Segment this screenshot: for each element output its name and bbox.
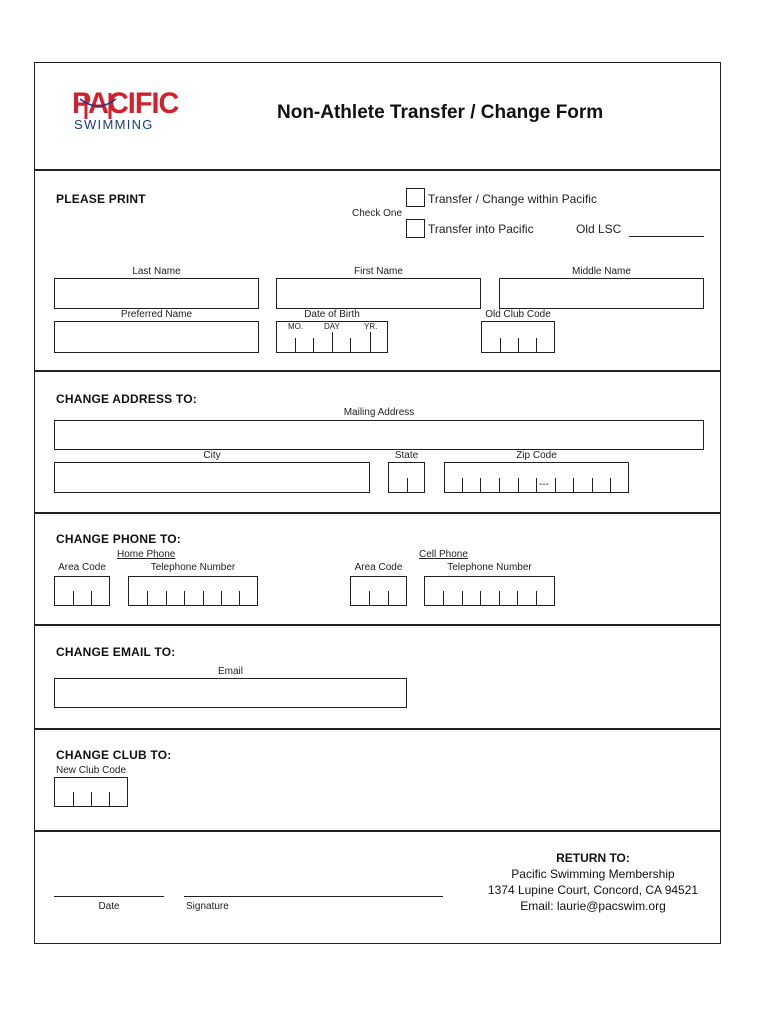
- check-one-label: Check One: [352, 208, 403, 219]
- divider: [34, 512, 721, 514]
- email-field[interactable]: [54, 678, 407, 708]
- transfer-into-checkbox[interactable]: [406, 219, 425, 238]
- dob-yr-label: YR.: [364, 322, 378, 331]
- zip-code-field[interactable]: [444, 462, 629, 493]
- mailing-address-field[interactable]: [54, 420, 704, 450]
- dob-day-label: DAY: [324, 322, 340, 331]
- change-phone-heading: CHANGE PHONE TO:: [56, 532, 181, 546]
- pacific-swimming-logo: [72, 88, 202, 136]
- change-address-heading: CHANGE ADDRESS TO:: [56, 392, 197, 406]
- new-club-code-field[interactable]: [54, 777, 128, 807]
- cell-phone-label: Cell Phone: [419, 549, 468, 560]
- home-phone-label: Home Phone: [117, 549, 176, 560]
- new-club-code-label: New Club Code: [56, 765, 127, 776]
- old-lsc-line[interactable]: [629, 236, 704, 237]
- logo-top-text: PACIFIC: [72, 87, 179, 120]
- first-name-field[interactable]: [276, 278, 481, 309]
- return-address: 1374 Lupine Court, Concord, CA 94521: [487, 883, 699, 897]
- state-field[interactable]: [388, 462, 425, 493]
- cell-area-code-field[interactable]: [350, 576, 407, 606]
- city-field[interactable]: [54, 462, 370, 493]
- dob-field[interactable]: [276, 321, 388, 353]
- return-to-heading: RETURN TO:: [556, 851, 630, 865]
- return-email: Email: laurie@pacswim.org: [520, 899, 666, 913]
- cell-telephone-label: Telephone Number: [447, 562, 532, 573]
- first-name-label: First Name: [354, 266, 403, 277]
- old-club-code-field[interactable]: [481, 321, 555, 353]
- email-label: Email: [217, 666, 243, 677]
- last-name-field[interactable]: [54, 278, 259, 309]
- divider: [34, 370, 721, 372]
- dob-mo-label: MO.: [288, 322, 304, 331]
- change-email-heading: CHANGE EMAIL TO:: [56, 645, 176, 659]
- return-org: Pacific Swimming Membership: [511, 867, 675, 881]
- old-lsc-label: Old LSC: [576, 222, 622, 236]
- preferred-name-field[interactable]: [54, 321, 259, 353]
- signature-line[interactable]: [184, 896, 443, 897]
- change-club-heading: CHANGE CLUB TO:: [56, 748, 172, 762]
- zip-separator: ---: [539, 479, 549, 490]
- divider: [34, 830, 721, 832]
- cell-area-code-label: Area Code: [354, 562, 403, 573]
- home-telephone-field[interactable]: [128, 576, 258, 606]
- last-name-label: Last Name: [132, 266, 181, 277]
- divider: [34, 728, 721, 730]
- home-area-code-label: Area Code: [58, 562, 106, 573]
- mailing-address-label: Mailing Address: [343, 407, 415, 418]
- signature-label: Signature: [186, 901, 229, 912]
- home-telephone-label: Telephone Number: [150, 562, 236, 573]
- state-label: State: [394, 450, 419, 461]
- cell-telephone-field[interactable]: [424, 576, 555, 606]
- home-area-code-field[interactable]: [54, 576, 110, 606]
- date-label: Date: [98, 901, 120, 912]
- transfer-within-label: Transfer / Change within Pacific: [428, 192, 597, 206]
- divider: [34, 169, 721, 171]
- date-line[interactable]: [54, 896, 164, 897]
- middle-name-field[interactable]: [499, 278, 704, 309]
- logo-bottom-text: SWIMMING: [74, 117, 154, 132]
- preferred-name-label: Preferred Name: [120, 309, 193, 320]
- old-club-code-label: Old Club Code: [485, 309, 551, 320]
- please-print-heading: PLEASE PRINT: [56, 192, 146, 206]
- dob-label: Date of Birth: [304, 309, 360, 320]
- city-label: City: [203, 450, 221, 461]
- divider: [34, 624, 721, 626]
- form-title: Non-Athlete Transfer / Change Form: [277, 102, 604, 123]
- transfer-within-checkbox[interactable]: [406, 188, 425, 207]
- middle-name-label: Middle Name: [572, 266, 631, 277]
- zip-code-label: Zip Code: [516, 450, 557, 461]
- transfer-into-label: Transfer into Pacific: [428, 222, 534, 236]
